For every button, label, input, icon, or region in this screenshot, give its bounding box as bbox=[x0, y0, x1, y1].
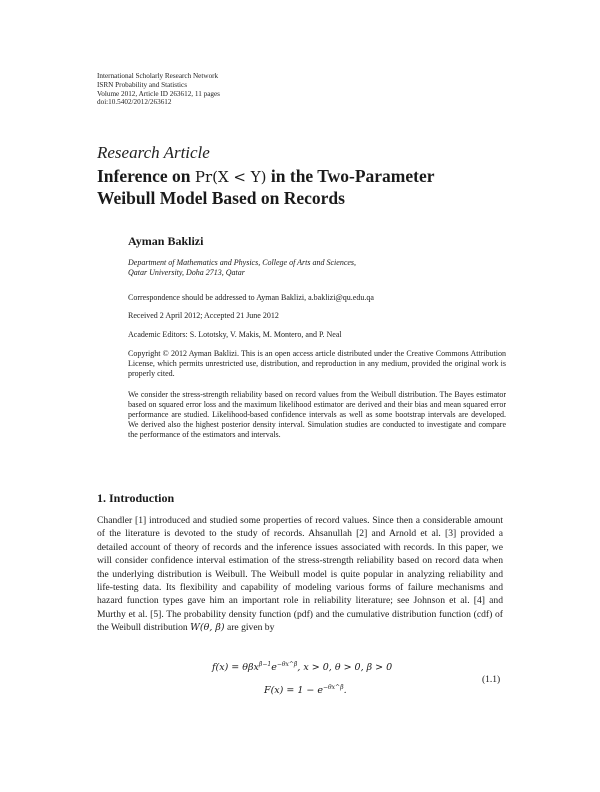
pdf-e: e bbox=[271, 662, 277, 674]
author-name: Ayman Baklizi bbox=[128, 234, 204, 248]
article-type: Research Article bbox=[97, 143, 210, 162]
equation-number: (1.1) bbox=[482, 675, 501, 685]
paper-title bbox=[97, 166, 517, 209]
intro-paragraph: Chandler [1] introduced and studied some properties of record values. Since then a considerable amount of the literature is devoted to the study of records. Ahsanullah [2] and Arnold et al. [3] provided a detailed account of theory of records and the inference issues associated with records. In this paper, we will consider confidence interval estimation of the stress-strength reliability based on record data when the underlying distribution is Weibull. The Weibull model is quite popular in analyzing reliability and life-testing data. Its flexibility and capability of modeling various forms of failure mechanisms and hazard function types gave him an important role in reliability literature; see Johnson et al. [4] and Murthy et al. [5]. The probability density function (pdf) and the cumulative distribution function (cdf) of the Weibull distribution bbox=[97, 515, 503, 634]
weibull-notation: W(θ, β) bbox=[190, 622, 225, 634]
cdf-lhs: F(x) = 1 − e bbox=[264, 685, 324, 697]
received-dates: Received 2 April 2012; Accepted 21 June 2012 bbox=[128, 311, 279, 320]
correspondence: Correspondence should be addressed to Ayman Baklizi, a.baklizi@qu.edu.qa bbox=[128, 293, 374, 302]
journal-header bbox=[97, 72, 220, 107]
pdf-exponent-2: −θx^β bbox=[276, 661, 298, 668]
title-part1: Inference on bbox=[97, 166, 195, 186]
abstract: We consider the stress-strength reliability based on record values from the Weibull distribution. The Bayes estimator based on squared error loss and the maximum likelihood estimator are derived and their bias and mean squared error performance are studied. Likelihood-based confidence intervals as well as some bootstrap intervals are developed. We derived also the highest posterior density interval. Simulation studies are conducted to investigate and compare the performance of the estimators and intervals. bbox=[128, 390, 506, 439]
title-math: Pr(X < Y) bbox=[194, 168, 267, 186]
pdf-exponent: β−1 bbox=[258, 661, 272, 668]
cdf-exponent: −θx^β bbox=[323, 684, 344, 691]
cdf-equation bbox=[264, 684, 347, 696]
pdf-conditions: , x > 0, θ > 0, β > 0 bbox=[297, 662, 393, 674]
copyright-notice: Copyright © 2012 Ayman Baklizi. This is an open access article distributed under the Creative Commons Attribution License, which permits unrestricted use, distribution, and reproduction in any medium, provided the original work is properly cited. bbox=[128, 349, 506, 378]
pdf-equation bbox=[212, 661, 392, 673]
cdf-end: . bbox=[343, 685, 347, 697]
journal-name: ISRN Probability and Statistics bbox=[97, 80, 188, 89]
journal-volume: Volume 2012, Article ID 263612, 11 pages bbox=[97, 89, 220, 98]
title-part2: in the Two-Parameter bbox=[266, 166, 435, 186]
journal-doi: doi:10.5402/2012/263612 bbox=[97, 98, 172, 107]
title-line2: Weibull Model Based on Records bbox=[97, 188, 345, 208]
pdf-lhs: f(x) = θβx bbox=[212, 662, 259, 674]
affiliation-line1: Department of Mathematics and Physics, College of Arts and Sciences, bbox=[128, 258, 357, 267]
intro-paragraph-end: are given by bbox=[224, 622, 275, 634]
affiliation-line2: Qatar University, Doha 2713, Qatar bbox=[128, 268, 245, 277]
academic-editors: Academic Editors: S. Lototsky, V. Makis, M. Montero, and P. Neal bbox=[128, 330, 342, 339]
affiliation bbox=[128, 258, 356, 278]
section-heading: 1. Introduction bbox=[97, 491, 175, 505]
journal-publisher: International Scholarly Research Network bbox=[97, 72, 219, 80]
introduction-text bbox=[97, 514, 503, 635]
